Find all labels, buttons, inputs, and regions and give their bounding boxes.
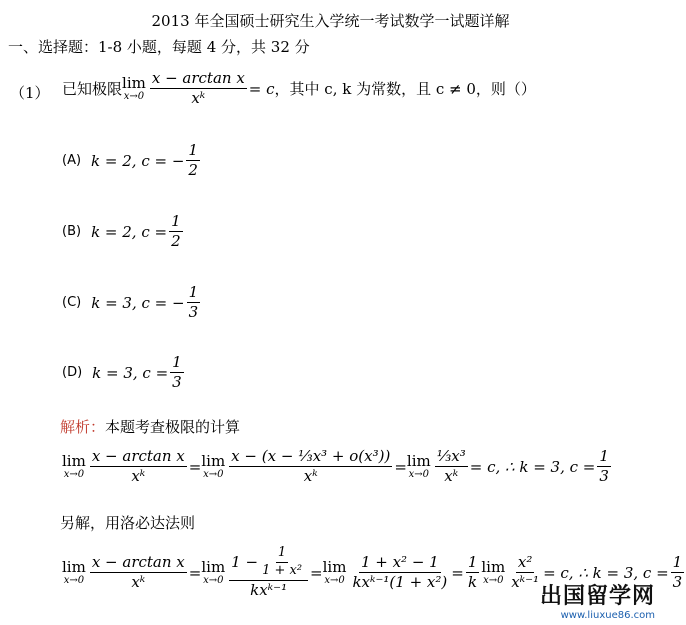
option-label: (D) bbox=[62, 365, 83, 381]
limit-operator bbox=[406, 451, 431, 480]
lim-subscript: x→0 bbox=[123, 90, 145, 102]
page-title: 2013 年全国硕士研究生入学统一考试数学一试题详解 bbox=[151, 12, 510, 30]
equals-sign: = bbox=[394, 457, 407, 476]
fraction-numerator: 1 bbox=[169, 213, 183, 232]
fraction-numerator bbox=[229, 546, 308, 581]
fraction-denominator: xᵏ bbox=[131, 573, 146, 592]
question-fraction bbox=[150, 70, 247, 108]
fraction-numerator: 1 + x² − 1 bbox=[359, 554, 441, 573]
fraction-denominator: 3 bbox=[599, 467, 609, 486]
fraction-numerator: 1 bbox=[671, 554, 685, 573]
limit-operator bbox=[201, 557, 226, 586]
question-suffix: ，其中 c, k 为常数，且 c ≠ 0，则（） bbox=[274, 80, 536, 99]
equation-fraction bbox=[90, 448, 187, 486]
fraction-numerator: 1 bbox=[466, 554, 480, 573]
limit-operator bbox=[62, 451, 86, 480]
fraction-numerator: 1 bbox=[186, 142, 200, 161]
equals-sign: = bbox=[310, 563, 323, 582]
option-fraction bbox=[186, 142, 200, 180]
fraction-numerator: 1 bbox=[170, 354, 184, 373]
lim-word: lim bbox=[406, 451, 431, 470]
option-fraction bbox=[169, 213, 183, 251]
fraction-denominator: 3 bbox=[172, 373, 182, 392]
watermark-logo-text: 出国留学网 bbox=[539, 584, 655, 609]
option-label: (A) bbox=[62, 153, 82, 169]
fraction-denominator: xᵏ bbox=[191, 89, 206, 108]
solution-equation-1 bbox=[62, 448, 613, 486]
analysis-tag: 解析： bbox=[60, 418, 106, 436]
lim-subscript: x→0 bbox=[63, 468, 85, 480]
lim-word: lim bbox=[322, 557, 347, 576]
fraction-denominator: 1 + x² bbox=[262, 562, 303, 578]
equals-sign: = bbox=[188, 457, 202, 476]
analysis-heading bbox=[60, 416, 240, 437]
option-d[interactable] bbox=[62, 354, 186, 392]
equals-sign: = bbox=[451, 563, 464, 582]
watermark-url: www.liuxue86.com bbox=[560, 610, 655, 621]
lim-subscript: x→0 bbox=[408, 468, 430, 480]
lim-word: lim bbox=[62, 451, 86, 470]
section-heading: 一、选择题：1-8 小题，每题 4 分，共 32 分 bbox=[8, 38, 310, 56]
option-fraction bbox=[187, 284, 201, 322]
equation-tail: = c, ∴ k = 3, c = bbox=[543, 563, 669, 582]
fraction-numerator: x − arctan x bbox=[90, 448, 187, 467]
limit-operator bbox=[62, 557, 86, 586]
fraction-denominator: 2 bbox=[171, 232, 181, 251]
limit-operator bbox=[322, 557, 347, 586]
fraction-numerator: ⅓x³ bbox=[435, 448, 468, 467]
lim-subscript: x→0 bbox=[483, 574, 504, 586]
numerator-prefix: 1 − bbox=[231, 552, 259, 571]
fraction-denominator: xᵏ bbox=[444, 467, 459, 486]
fraction-denominator: k bbox=[468, 573, 478, 592]
fraction-denominator: 3 bbox=[672, 573, 683, 592]
fraction-numerator: x − arctan x bbox=[150, 70, 247, 89]
equals-sign: = bbox=[188, 563, 202, 582]
fraction-denominator: kxᵏ⁻¹ bbox=[250, 580, 288, 599]
lim-word: lim bbox=[481, 557, 506, 576]
question-stem bbox=[62, 70, 536, 108]
fraction-numerator: x − arctan x bbox=[90, 554, 187, 573]
fraction-numerator: x² bbox=[516, 554, 534, 573]
equation-fraction bbox=[435, 448, 468, 486]
option-expr: k = 3, c = bbox=[92, 363, 169, 382]
equation-fraction bbox=[509, 554, 541, 592]
lim-subscript: x→0 bbox=[63, 574, 85, 586]
equation-tail: = c, ∴ k = 3, c = bbox=[469, 457, 596, 476]
nested-fraction bbox=[260, 546, 304, 579]
fraction-denominator: kxᵏ⁻¹(1 + x²) bbox=[352, 573, 448, 592]
equation-fraction bbox=[597, 448, 611, 486]
limit-operator bbox=[481, 557, 506, 586]
question-number: （1） bbox=[10, 84, 50, 102]
option-fraction bbox=[170, 354, 184, 392]
option-a[interactable] bbox=[62, 142, 202, 180]
limit-operator bbox=[122, 73, 146, 102]
equation-fraction bbox=[90, 554, 187, 592]
equation-fraction bbox=[229, 546, 308, 599]
alternative-heading: 另解，用洛必达法则 bbox=[60, 514, 196, 532]
option-expr: k = 2, c = bbox=[91, 222, 168, 241]
equation-fraction bbox=[350, 554, 449, 592]
equation-fraction bbox=[229, 448, 392, 486]
fraction-numerator: 1 bbox=[276, 546, 288, 563]
lim-subscript: x→0 bbox=[203, 574, 224, 586]
option-expr: k = 3, c = − bbox=[91, 293, 185, 312]
lim-word: lim bbox=[201, 451, 226, 470]
fraction-denominator: 2 bbox=[188, 161, 198, 180]
fraction-denominator: xᵏ⁻¹ bbox=[511, 573, 540, 592]
lim-subscript: x→0 bbox=[324, 574, 345, 586]
site-watermark bbox=[540, 579, 655, 621]
lim-subscript: x→0 bbox=[203, 468, 224, 480]
fraction-denominator: xᵏ bbox=[303, 467, 318, 486]
analysis-text: 本题考查极限的计算 bbox=[105, 418, 241, 436]
fraction-numerator: 1 bbox=[597, 448, 611, 467]
fraction-numerator: x − (x − ⅓x³ + o(x³)) bbox=[229, 448, 392, 467]
fraction-denominator: 3 bbox=[188, 303, 199, 322]
option-expr: k = 2, c = − bbox=[91, 151, 185, 170]
fraction-denominator: xᵏ bbox=[131, 467, 146, 486]
option-label: (C) bbox=[62, 295, 82, 311]
equation-fraction bbox=[466, 554, 480, 592]
option-b[interactable] bbox=[62, 213, 185, 251]
fraction-numerator: 1 bbox=[187, 284, 201, 303]
lim-word: lim bbox=[201, 557, 226, 576]
option-label: (B) bbox=[62, 224, 82, 240]
lim-word: lim bbox=[122, 73, 146, 92]
option-c[interactable] bbox=[62, 284, 202, 322]
limit-operator bbox=[201, 451, 226, 480]
lim-word: lim bbox=[62, 557, 86, 576]
equation-fraction bbox=[671, 554, 685, 592]
question-prefix: 已知极限 bbox=[62, 80, 123, 99]
question-rhs: = c bbox=[248, 79, 275, 98]
